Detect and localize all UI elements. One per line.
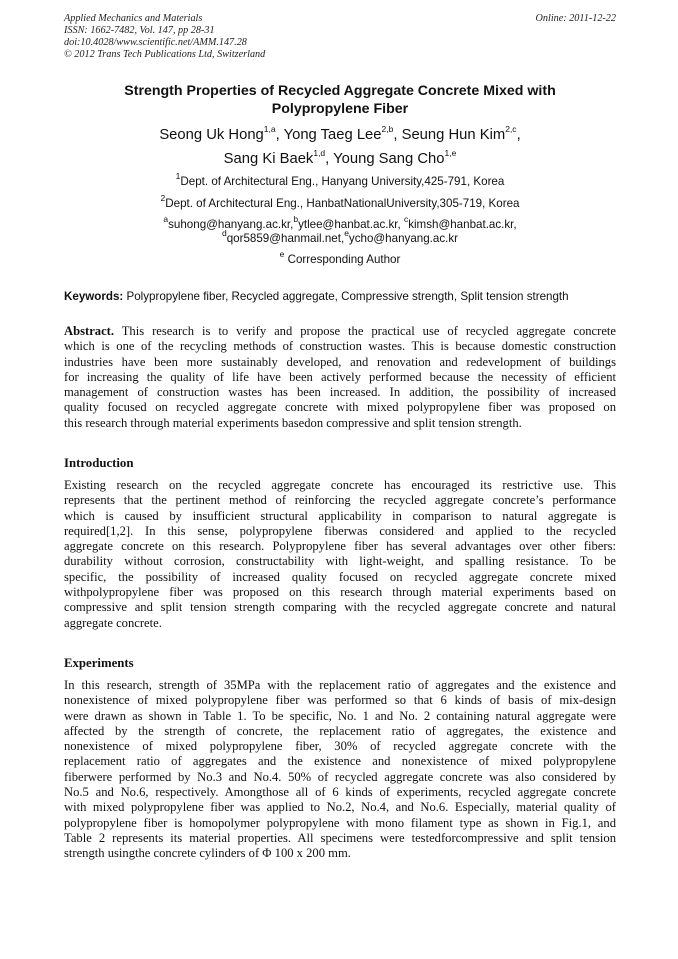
abstract-line: Abstract. This research is to verify and propose the practical use of recycled aggregate concrete xyxy=(64,324,616,338)
paper-title xyxy=(64,82,616,118)
experiments-line: strength usingthe concrete cylinders of Φ 100 x 200 mm. xyxy=(64,846,351,861)
introduction-heading: Introduction xyxy=(64,456,134,470)
intro-line: compressive and split tension strength comparing with the recycled aggregate concrete and natural xyxy=(64,600,616,615)
author-name: Seong Uk Hong xyxy=(159,127,264,143)
affiliation-1 xyxy=(64,171,616,189)
author-name: Yong Taeg Lee xyxy=(283,127,382,143)
email: ytlee@hanbat.ac.kr, xyxy=(298,218,404,231)
abstract-line: quality focused on recycled aggregate concrete with mixed polypropylene fiber was proposed on xyxy=(64,400,616,415)
experiments-heading: Experiments xyxy=(64,656,134,670)
author-name: Seung Hun Kim xyxy=(401,127,506,143)
author-name: Young Sang Cho xyxy=(333,151,445,167)
intro-line: withpolypropylene fiber was proposed on this research through material experiments based on xyxy=(64,585,616,600)
intro-line: represents that the pertinent method of reinforcing the recycled aggregate concrete’s performance xyxy=(64,493,616,508)
email-mark: b xyxy=(293,214,299,225)
abstract-line: which is one of the recycling methods of construction wastes. This is because domestic construction xyxy=(64,339,616,354)
affil-mark: 2 xyxy=(160,193,166,204)
journal-name: Applied Mechanics and Materials xyxy=(64,13,203,24)
keywords-label: Keywords: xyxy=(64,290,124,303)
email: ycho@hanyang.ac.kr xyxy=(348,232,459,245)
author-affil-mark: 1,e xyxy=(444,148,457,159)
author-emails xyxy=(64,214,616,246)
abstract-line: this research through material experiments basedon compressive and split tension strength. xyxy=(64,415,522,430)
title-line-1: Strength Properties of Recycled Aggregate Concrete Mixed with xyxy=(124,83,556,99)
email-mark: c xyxy=(403,214,409,225)
experiments-line: fiberwere performed by No.3 and No.4. 50% of recycled aggregate concrete was also considered by xyxy=(64,769,616,784)
issn: ISSN: 1662-7482, Vol. 147, pp 28-31 xyxy=(64,25,215,36)
intro-line: which is caused by insufficient structural applicability in comparison to natural aggregate is xyxy=(64,508,616,523)
authors-line-1: Seong Uk Hong$^{1,a}$, Yong Taeg Lee$^{2,b}$, Seung Hun Kim$^{2,c}$, xyxy=(159,124,521,143)
email: suhong@hanyang.ac.kr, xyxy=(168,218,294,231)
intro-line: durability without corrosion, constructability with light-weight, and spalling resistance. To be xyxy=(64,554,616,569)
experiments-body xyxy=(64,678,616,862)
abstract-line: management of construction wastes has been increased. In addition, the possibility of increased xyxy=(64,385,616,400)
intro-line: aggregate concrete. xyxy=(64,615,162,630)
title-line-2: Polypropylene Fiber xyxy=(271,101,409,117)
corr-mark: e xyxy=(279,249,285,260)
author-affil-mark: 2,b xyxy=(381,124,394,135)
online-date: Online: 2011-12-22 xyxy=(535,13,616,24)
experiments-line: affected by the strength of concrete, the replacement ratio of aggregates, the existence and xyxy=(64,723,616,738)
author-affil-mark: 1,a xyxy=(263,124,276,135)
corresponding-author xyxy=(64,249,616,267)
affil-text: Dept. of Architectural Eng., Hanyang University,425-791, Korea xyxy=(180,175,505,188)
author-affil-mark: 2,c xyxy=(505,124,517,135)
experiments-line: replacement ratio of aggregates and the existence and nonexistence of mixed polypropylene xyxy=(64,754,616,769)
keywords xyxy=(64,290,624,304)
intro-line: Existing research on the recycled aggregate concrete has encouraged its restrictive use. This xyxy=(64,478,616,492)
doi: doi:10.4028/www.scientific.net/AMM.147.28 xyxy=(64,37,247,48)
email-mark: a xyxy=(163,214,169,225)
affil-text: Dept. of Architectural Eng., HanbatNationalUniversity,305-719, Korea xyxy=(165,197,520,210)
affiliation-2 xyxy=(64,193,616,211)
intro-line: specific, the possibility of increased quality focused on recycled aggregate concrete mixed xyxy=(64,569,616,584)
intro-line: required[1,2]. In this sense, polypropylene fiberwas considered and applied to the recycled xyxy=(64,523,616,538)
experiments-line: with mixed polypropylene fiber was applied to No.2, No.4, and No.6. Especially, material quality of xyxy=(64,800,616,815)
corr-text: Corresponding Author xyxy=(284,253,401,266)
journal-header xyxy=(64,13,616,61)
experiments-line: polypropylene fiber is homopolymer polypropylene with mono filament type as shown in Fig.1, and xyxy=(64,815,616,830)
abstract xyxy=(64,324,616,431)
email: kimsh@hanbat.ac.kr, xyxy=(408,218,517,231)
email: qor5859@hanmail.net, xyxy=(226,232,345,245)
introduction-body xyxy=(64,478,616,631)
author-list xyxy=(64,123,616,171)
author-name: Sang Ki Baek xyxy=(223,151,314,167)
experiments-line: nonexistence of mixed polypropylene fiber was performed so that 6 kinds of basis of mix-design xyxy=(64,693,616,708)
email-mark: d xyxy=(221,228,227,239)
keywords-text: Polypropylene fiber, Recycled aggregate, Compressive strength, Split tension strength xyxy=(123,290,569,303)
email-mark: e xyxy=(344,228,349,239)
abstract-label: Abstract. xyxy=(64,324,115,338)
intro-line: aggregate concrete on this research. Polypropylene fiber has several advantages over other fibers: xyxy=(64,539,616,554)
experiments-line: were drawn as shown in Table 1. To be specific, No. 1 and No. 2 containing natural aggregate were xyxy=(64,708,616,723)
author-affil-mark: 1,d xyxy=(313,148,326,159)
abstract-line: for increasing the quality of life have been actively performed because the necessity of efficient xyxy=(64,369,616,384)
affil-mark: 1 xyxy=(175,171,181,182)
authors-line-2: Sang Ki Baek$^{1,d}$, Young Sang Cho$^{1,e}$ xyxy=(223,148,457,167)
experiments-line: nonexistence of mixed polypropylene fiber, 30% of recycled aggregate concrete with the xyxy=(64,739,616,754)
abstract-line: industries have been more sustainably developed, and renovation and redevelopment of buildings xyxy=(64,354,616,369)
experiments-line: No.5 and No.6, respectively. Amongthose all of 6 kinds of experiments, recycled aggregate concrete xyxy=(64,785,616,800)
copyright: © 2012 Trans Tech Publications Ltd, Switzerland xyxy=(64,49,266,60)
experiments-line: In this research, strength of 35MPa with the replacement ratio of aggregates and the existence and xyxy=(64,678,616,692)
experiments-line: Table 2 represents its material properties. All specimens were testedforcompressive and split tension xyxy=(64,830,616,845)
